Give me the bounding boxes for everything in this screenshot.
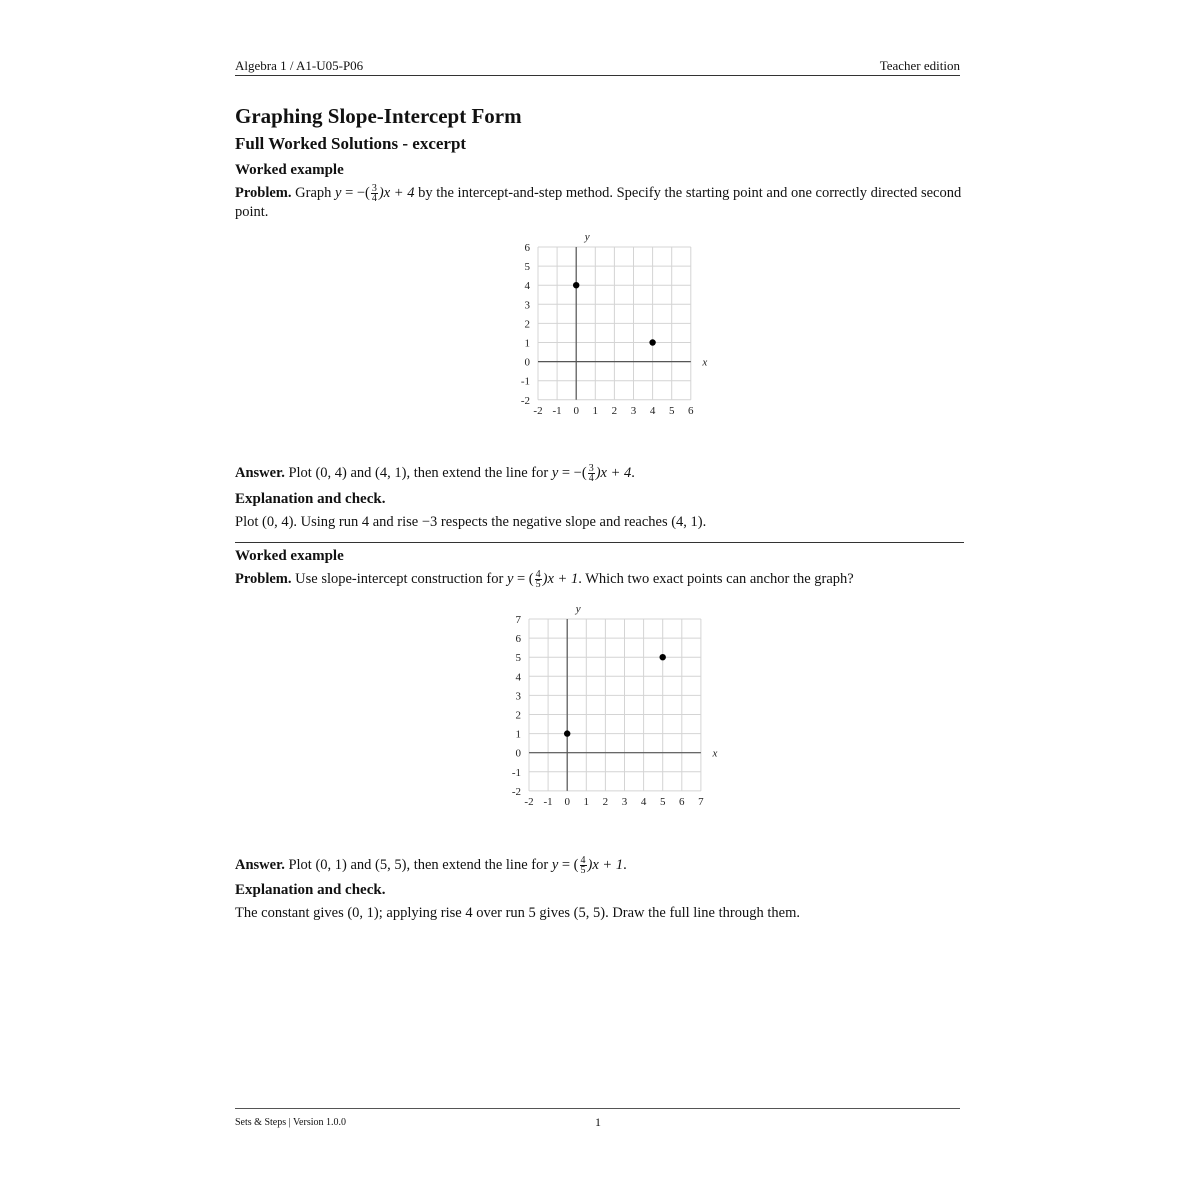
x-tick-label: 3 (621, 795, 628, 808)
example-2-answer: Answer. Plot (0, 1) and (5, 5), then extend the line for y = ( $\frac{4}{5}$ )x + 1. (235, 855, 627, 877)
y-tick-label: 2 (524, 318, 530, 331)
page-subtitle: Full Worked Solutions - excerpt (235, 134, 467, 153)
x-tick-label: 4 (640, 795, 647, 808)
y-tick-label: 6 (515, 633, 521, 646)
x-tick-label: 3 (630, 404, 637, 417)
x-tick-label: 4 (649, 404, 656, 417)
example-2-explanation-heading: Explanation and check. (235, 882, 386, 898)
y-tick-label: 4 (524, 280, 530, 293)
plotted-point (564, 730, 570, 736)
page-header (235, 58, 960, 76)
x-tick-label: 2 (611, 404, 618, 417)
problem-label: Problem. (235, 571, 292, 587)
y-tick-label: -2 (511, 785, 521, 798)
plotted-point (573, 282, 579, 288)
equation: y = −( $\frac{3}{4}$ )x + 4 (335, 183, 415, 205)
x-axis-label: x (712, 747, 718, 760)
y-tick-label: 7 (515, 614, 521, 626)
x-tick-label: 5 (659, 795, 666, 808)
answer-label: Answer. (235, 857, 285, 873)
plotted-point (660, 654, 666, 660)
plotted-point (649, 339, 655, 345)
y-tick-label: 6 (524, 242, 530, 254)
y-tick-label: -1 (520, 375, 530, 388)
example-2-problem (235, 570, 854, 589)
problem-intro: Use slope-intercept construction for (295, 571, 504, 587)
y-tick-label: 3 (515, 690, 521, 703)
y-tick-label: 3 (524, 299, 530, 312)
x-axis-label: x (702, 356, 708, 369)
x-tick-label: 5 (668, 404, 675, 417)
x-tick-label: 1 (583, 795, 590, 808)
header-course-code: Algebra 1 / A1-U05-P06 (235, 58, 364, 73)
y-axis-label: y (575, 603, 581, 615)
x-tick-label: 0 (564, 795, 570, 808)
x-tick-label: -2 (533, 404, 543, 417)
problem-intro: Graph (295, 185, 332, 201)
y-tick-label: 0 (524, 356, 530, 369)
example-2-heading: Worked example (235, 548, 344, 564)
page-number: 1 (595, 1115, 601, 1129)
y-tick-label: 1 (515, 728, 521, 741)
coordinate-grid-1 (510, 228, 730, 428)
y-tick-label: 1 (524, 337, 530, 350)
problem-text: . Which two exact points can anchor the graph? (578, 571, 854, 587)
example-1-heading: Worked example (235, 162, 344, 178)
x-tick-label: 1 (592, 404, 599, 417)
page-title: Graphing Slope-Intercept Form (235, 104, 522, 128)
y-tick-label: 4 (515, 671, 521, 684)
page-footer (235, 1108, 960, 1129)
section-divider (235, 542, 964, 543)
example-1-problem (235, 184, 970, 221)
equation: y = ( $\frac{4}{5}$ )x + 1 (506, 569, 579, 591)
y-tick-label: -2 (520, 394, 530, 407)
problem-text: by the intercept-and-step method. Specify the starting point and one correctly directed second point. (235, 185, 962, 221)
equation: y = −( $\frac{3}{4}$ )x + 4 (551, 463, 632, 485)
x-tick-label: -2 (524, 795, 534, 808)
x-tick-label: 6 (679, 795, 685, 808)
y-tick-label: -1 (511, 766, 521, 779)
answer-label: Answer. (235, 465, 285, 481)
example-1-explanation-heading: Explanation and check. (235, 491, 386, 507)
example-1-answer: Answer. Plot (0, 4) and (4, 1), then extend the line for y = −( $\frac{3}{4}$ )x + 4. (235, 463, 635, 485)
y-tick-label: 2 (515, 709, 521, 722)
footer-version: Sets & Steps | Version 1.0.0 (235, 1117, 346, 1128)
example-1-explanation: Plot (0, 4). Using run 4 and rise −3 respects the negative slope and reaches (4, 1). (235, 514, 707, 530)
x-tick-label: 2 (602, 795, 609, 808)
problem-label: Problem. (235, 185, 292, 201)
x-tick-label: 6 (688, 404, 694, 417)
example-2-explanation: The constant gives (0, 1); applying rise 4 over run 5 gives (5, 5). Draw the full line through them. (235, 905, 800, 921)
coordinate-grid-2 (500, 600, 730, 820)
y-tick-label: 5 (515, 652, 521, 665)
x-tick-label: -1 (552, 404, 562, 417)
answer-text: Plot (0, 4) and (4, 1), then extend the line for (288, 465, 549, 481)
y-tick-label: 5 (524, 261, 530, 274)
x-tick-label: 0 (573, 404, 579, 417)
y-tick-label: 0 (515, 747, 521, 760)
answer-text: Plot (0, 1) and (5, 5), then extend the line for (288, 857, 549, 873)
x-tick-label: 7 (698, 795, 704, 808)
equation: y = ( $\frac{4}{5}$ )x + 1 (551, 855, 624, 877)
header-edition: Teacher edition (879, 58, 960, 73)
y-axis-label: y (584, 231, 590, 243)
x-tick-label: -1 (543, 795, 553, 808)
